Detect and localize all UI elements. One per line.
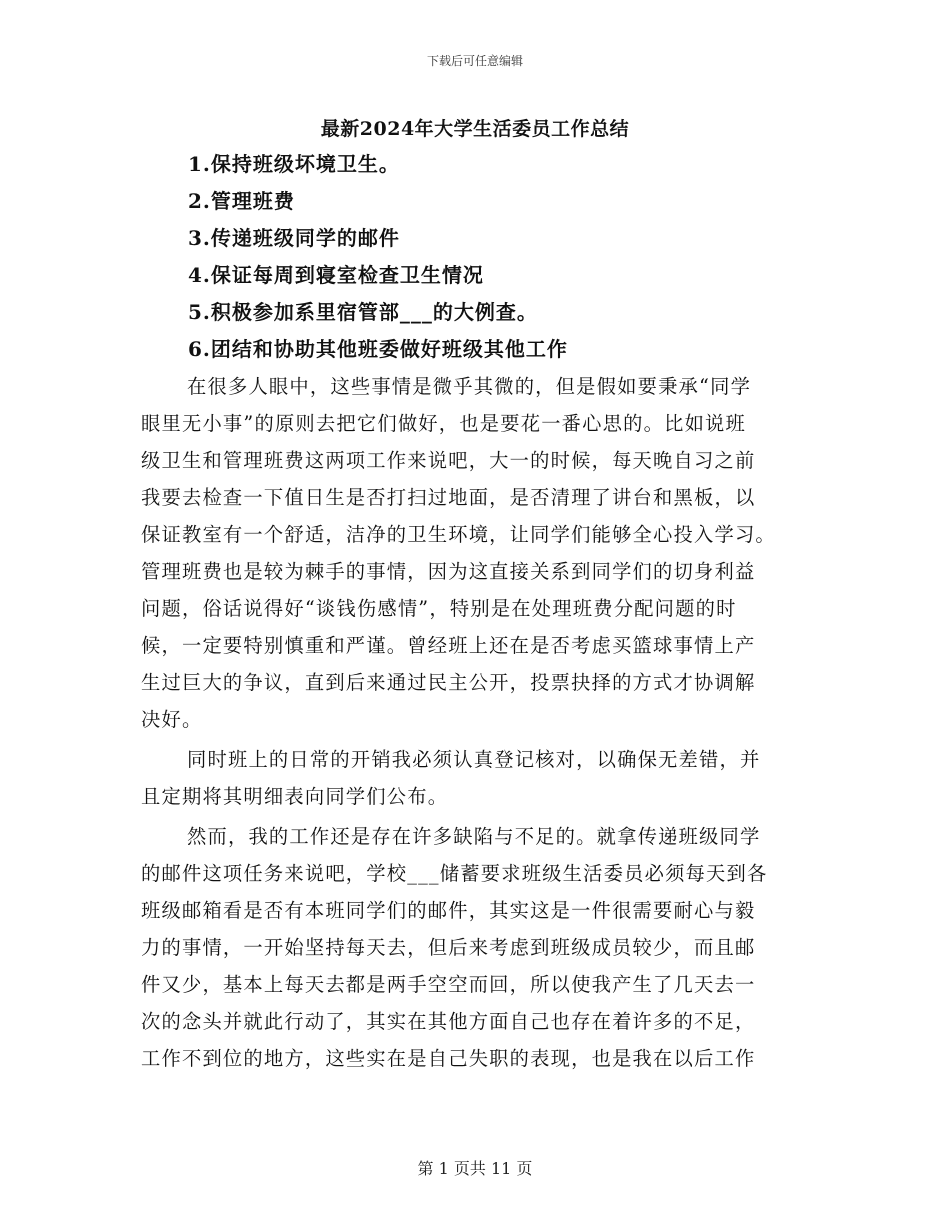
paragraph-line: 我要去检查一下值日生是否打扫过地面，是否清理了讲台和黑板，以 <box>141 486 756 509</box>
paragraph-line: 然而，我的工作还是存在许多缺陷与不足的。就拿传递班级同学 <box>187 825 761 848</box>
duty-item-5: 5.积极参加系里宿管部___的大例查。 <box>188 300 538 324</box>
paragraph-line: 决好。 <box>141 708 203 731</box>
paragraph-line: 生过巨大的争议，直到后来通过民主公开，投票抉择的方式才协调解 <box>141 671 756 694</box>
duty-item-4: 4.保证每周到寝室检查卫生情况 <box>188 263 484 287</box>
document-title: 最新2024年大学生活委员工作总结 <box>320 118 630 140</box>
duty-item-1: 1.保持班级坏境卫生。 <box>188 152 400 176</box>
paragraph-line: 的邮件这项任务来说吧，学校___储蓄要求班级生活委员必须每天到各 <box>141 862 768 885</box>
paragraph-line: 管理班费也是较为棘手的事情，因为这直接关系到同学们的切身利益 <box>141 560 756 583</box>
duty-item-6: 6.团结和协助其他班委做好班级其他工作 <box>188 337 568 361</box>
paragraph-line: 同时班上的日常的开销我必须认真登记核对，以确保无差错，并 <box>187 748 761 771</box>
paragraph-line: 在很多人眼中，这些事情是微乎其微的，但是假如要秉承“同学 <box>187 375 752 398</box>
paragraph-line: 且定期将其明细表向同学们公布。 <box>141 785 449 808</box>
body-text <box>141 368 805 1080</box>
paragraph-line: 保证教室有一个舒适，洁净的卫生环境，让同学们能够全心投入学习。 <box>141 523 776 546</box>
paragraph-line: 件又少，基本上每天去都是两手空空而回，所以使我产生了几天去一 <box>141 973 756 996</box>
duty-item-3: 3.传递班级同学的邮件 <box>188 226 400 250</box>
paragraph-line: 班级邮箱看是否有本班同学们的邮件，其实这是一件很需要耐心与毅 <box>141 899 756 922</box>
paragraph-line: 级卫生和管理班费这两项工作来说吧，大一的时候，每天晚自习之前 <box>141 449 756 472</box>
header-note: 下载后可任意编辑 <box>426 54 523 68</box>
page-number-footer: 第 1 页共 11 页 <box>417 1159 533 1178</box>
paragraph-line: 工作不到位的地方，这些实在是自己失职的表现，也是我在以后工作 <box>141 1047 756 1070</box>
duty-item-2: 2.管理班费 <box>188 189 295 213</box>
paragraph-line: 问题，俗话说得好“谈钱伤感情”，特别是在处理班费分配问题的时 <box>141 597 737 620</box>
paragraph-3 <box>141 818 805 1077</box>
paragraph-line: 候，一定要特别慎重和严谨。曾经班上还在是否考虑买篮球事情上产 <box>141 634 756 657</box>
paragraph-line: 力的事情，一开始坚持每天去，但后来考虑到班级成员较少，而且邮 <box>141 936 756 959</box>
paragraph-2 <box>141 741 805 815</box>
paragraph-1 <box>141 368 805 738</box>
paragraph-line: 次的念头并就此行动了，其实在其他方面自己也存在着许多的不足， <box>141 1010 756 1033</box>
duty-list <box>188 146 828 368</box>
paragraph-line: 眼里无小事”的原则去把它们做好，也是要花一番心思的。比如说班 <box>141 412 747 435</box>
